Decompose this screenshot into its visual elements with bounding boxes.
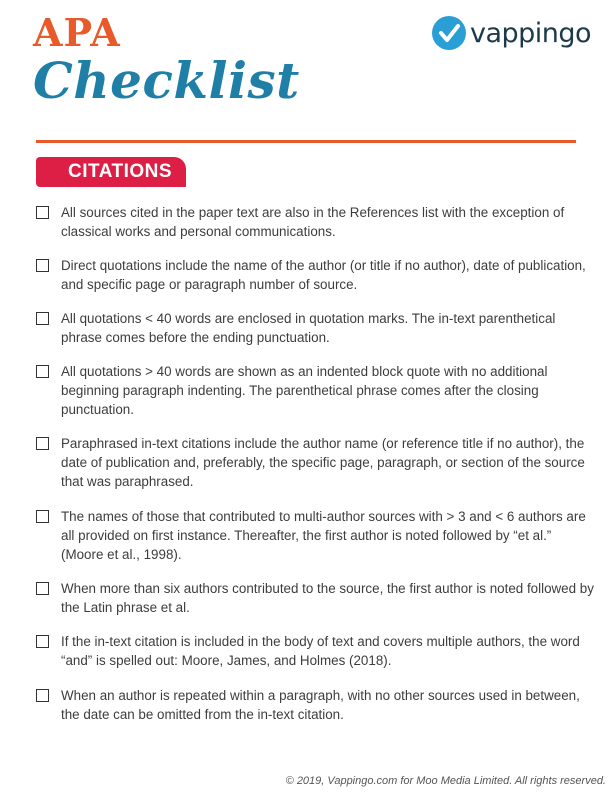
title-checklist: Checklist [33, 51, 300, 110]
checklist-item-text: The names of those that contributed to multi-author sources with > 3 and < 6 authors are all provided on first instance. Thereafter, the first author is noted followed by “et al.” (Moore et al., 1998). [61, 509, 586, 562]
checkbox[interactable] [36, 437, 49, 450]
checklist-item-text: Paraphrased in-text citations include the author name (or reference title if no author), the date of publication and, preferably, the specific page, paragraph, or section of the source that was paraphrased. [61, 436, 585, 489]
checkbox[interactable] [36, 259, 49, 272]
checkbox[interactable] [36, 365, 49, 378]
checkbox[interactable] [36, 689, 49, 702]
title-apa: APA [33, 10, 121, 55]
section-header-citations: CITATIONS [36, 157, 186, 187]
checklist-item-text: If the in-text citation is included in the body of text and covers multiple authors, the word “and” is spelled out: Moore, James, and Holmes (2018). [61, 634, 580, 668]
checklist-item-text: When more than six authors contributed to the source, the first author is noted followed by the Latin phrase et al. [61, 581, 594, 615]
checkbox[interactable] [36, 635, 49, 648]
checklist-item-text: All quotations < 40 words are enclosed in quotation marks. The in-text parenthetical phrase comes before the ending punctuation. [61, 311, 556, 345]
checklist-item-text: Direct quotations include the name of the author (or title if no author), date of publication, and specific page or paragraph number of source. [61, 258, 586, 292]
brand-name: vappingo [470, 17, 592, 49]
checkbox[interactable] [36, 582, 49, 595]
checkmark-circle-icon [432, 16, 466, 50]
checklist-item-text: All sources cited in the paper text are also in the References list with the exception of classical works and personal communications. [61, 205, 565, 239]
checkbox[interactable] [36, 312, 49, 325]
checklist-item-text: When an author is repeated within a paragraph, with no other sources used in between, the date can be omitted from the in-text citation. [61, 688, 580, 722]
brand-logo [432, 14, 591, 52]
header-divider [36, 140, 576, 143]
checkbox[interactable] [36, 510, 49, 523]
copyright-footer: © 2019, Vappingo.com for Moo Media Limited. All rights reserved. [285, 775, 606, 787]
checklist-item-text: All quotations > 40 words are shown as an indented block quote with no additional beginning paragraph indenting. The parenthetical phrase comes after the closing punctuation. [61, 364, 548, 417]
checkbox[interactable] [36, 206, 49, 219]
